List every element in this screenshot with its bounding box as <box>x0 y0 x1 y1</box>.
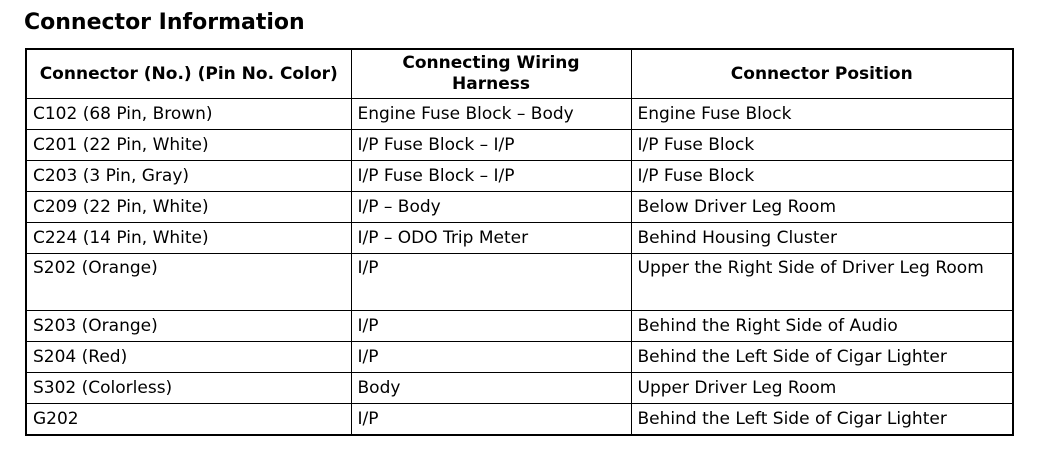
cell-position: Behind Housing Cluster <box>631 223 1013 254</box>
table-row <box>26 161 1013 192</box>
cell-position: Upper the Right Side of Driver Leg Room <box>631 254 1013 311</box>
table-row <box>26 404 1013 436</box>
cell-connector: G202 <box>26 404 351 436</box>
column-header-connector: Connector (No.) (Pin No. Color) <box>26 49 351 99</box>
cell-connector: S203 (Orange) <box>26 311 351 342</box>
table-row <box>26 342 1013 373</box>
cell-connector: C203 (3 Pin, Gray) <box>26 161 351 192</box>
cell-position: I/P Fuse Block <box>631 161 1013 192</box>
cell-connector: C102 (68 Pin, Brown) <box>26 99 351 130</box>
cell-harness: I/P – ODO Trip Meter <box>351 223 631 254</box>
column-header-harness: Connecting Wiring Harness <box>351 49 631 99</box>
cell-harness: I/P Fuse Block – I/P <box>351 161 631 192</box>
column-header-position: Connector Position <box>631 49 1013 99</box>
cell-harness: I/P <box>351 342 631 373</box>
cell-connector: S204 (Red) <box>26 342 351 373</box>
cell-harness: Engine Fuse Block – Body <box>351 99 631 130</box>
cell-harness: I/P <box>351 404 631 436</box>
cell-position: Behind the Right Side of Audio <box>631 311 1013 342</box>
table-row <box>26 223 1013 254</box>
table-row <box>26 373 1013 404</box>
table-row <box>26 99 1013 130</box>
connector-information-table <box>25 48 1014 436</box>
cell-connector: C224 (14 Pin, White) <box>26 223 351 254</box>
cell-position: Upper Driver Leg Room <box>631 373 1013 404</box>
cell-harness: I/P Fuse Block – I/P <box>351 130 631 161</box>
table-row <box>26 192 1013 223</box>
cell-harness: I/P <box>351 311 631 342</box>
cell-position: I/P Fuse Block <box>631 130 1013 161</box>
table-row <box>26 254 1013 311</box>
cell-harness: I/P – Body <box>351 192 631 223</box>
table-row <box>26 130 1013 161</box>
cell-connector: C201 (22 Pin, White) <box>26 130 351 161</box>
cell-harness: Body <box>351 373 631 404</box>
header-row <box>26 49 1013 99</box>
cell-position: Below Driver Leg Room <box>631 192 1013 223</box>
page-title: Connector Information <box>24 10 305 35</box>
cell-harness: I/P <box>351 254 631 311</box>
cell-connector: S302 (Colorless) <box>26 373 351 404</box>
table-row <box>26 311 1013 342</box>
cell-connector: S202 (Orange) <box>26 254 351 311</box>
cell-connector: C209 (22 Pin, White) <box>26 192 351 223</box>
cell-position: Behind the Left Side of Cigar Lighter <box>631 342 1013 373</box>
cell-position: Behind the Left Side of Cigar Lighter <box>631 404 1013 436</box>
cell-position: Engine Fuse Block <box>631 99 1013 130</box>
